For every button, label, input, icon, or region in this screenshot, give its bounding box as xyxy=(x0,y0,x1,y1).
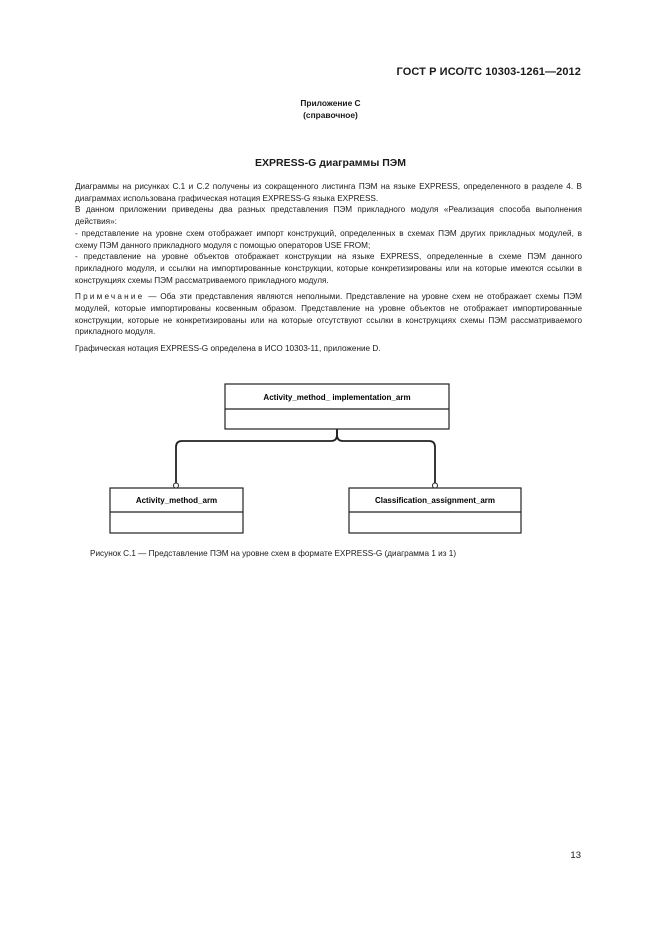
figure-caption: Рисунок С.1 — Представление ПЭМ на уровне схем в формате EXPRESS-G (диаграмма 1 из 1) xyxy=(90,549,457,558)
section-title: EXPRESS-G диаграммы ПЭМ xyxy=(255,157,406,169)
connector-right-end xyxy=(433,483,438,488)
schema-label-right: Classification_assignment_arm xyxy=(374,496,496,505)
paragraph-object-level-text: - представление на уровне объектов отображает конструкции на языке EXPRESS, определенные в схеме ПЭМ данного прикладного модуля, и ссылки на импортированные конструкции, которые конкретизированы или на которые имеются ссылки в конструкциях схемы ПЭМ рассматриваемого прикладного модуля. xyxy=(75,252,582,285)
paragraph-notation-text: Графическая нотация EXPRESS-G определена в ИСО 10303-11, приложение D. xyxy=(75,344,381,354)
schema-label-top: Activity_method_ implementation_arm xyxy=(263,393,411,402)
note-label: Примечание xyxy=(75,292,145,302)
appendix-title: Приложение С xyxy=(300,98,361,108)
schema-label-left: Activity_method_arm xyxy=(135,496,218,505)
paragraph-schema-level-text: - представление на уровне схем отображает импорт конструкций, определенных в схемах ПЭМ других прикладных модулей, в схему ПЭМ данного прикладного модуля с помощью операторов USE FROM; xyxy=(75,228,582,250)
connector-left-end xyxy=(174,483,179,488)
standard-header: ГОСТ Р ИСО/ТС 10303-1261—2012 xyxy=(396,66,581,78)
note-text: — Оба эти представления являются неполными. Представление на уровне схем не отображает схемы ПЭМ модулей, которые импортированы косвенным образом. Представление на уровне объектов не отображает импортированные конструкции, которые не конкретизированы или на которые отсутствуют ссылки в конструкциях схемы ПЭМ рассматриваемого прикладного модуля. xyxy=(75,292,582,337)
connector-left xyxy=(176,429,337,484)
connector-right xyxy=(337,429,435,484)
schema-box-right xyxy=(349,488,521,533)
paragraph-representations-text: В данном приложении приведены два разных представления ПЭМ прикладного модуля «Реализация способа выполнения действия»: xyxy=(75,205,582,227)
schema-box-left xyxy=(110,488,243,533)
paragraph-intro-text: Диаграммы на рисунках С.1 и С.2 получены из сокращенного листинга ПЭМ на языке EXPRESS, определенного в разделе 4. В диаграммах использована графическая нотация EXPRESS-G языка EXPRESS. xyxy=(75,182,582,203)
page-number: 13 xyxy=(570,850,581,861)
appendix-subtitle: (справочное) xyxy=(303,110,358,120)
schema-box-top xyxy=(225,384,449,429)
